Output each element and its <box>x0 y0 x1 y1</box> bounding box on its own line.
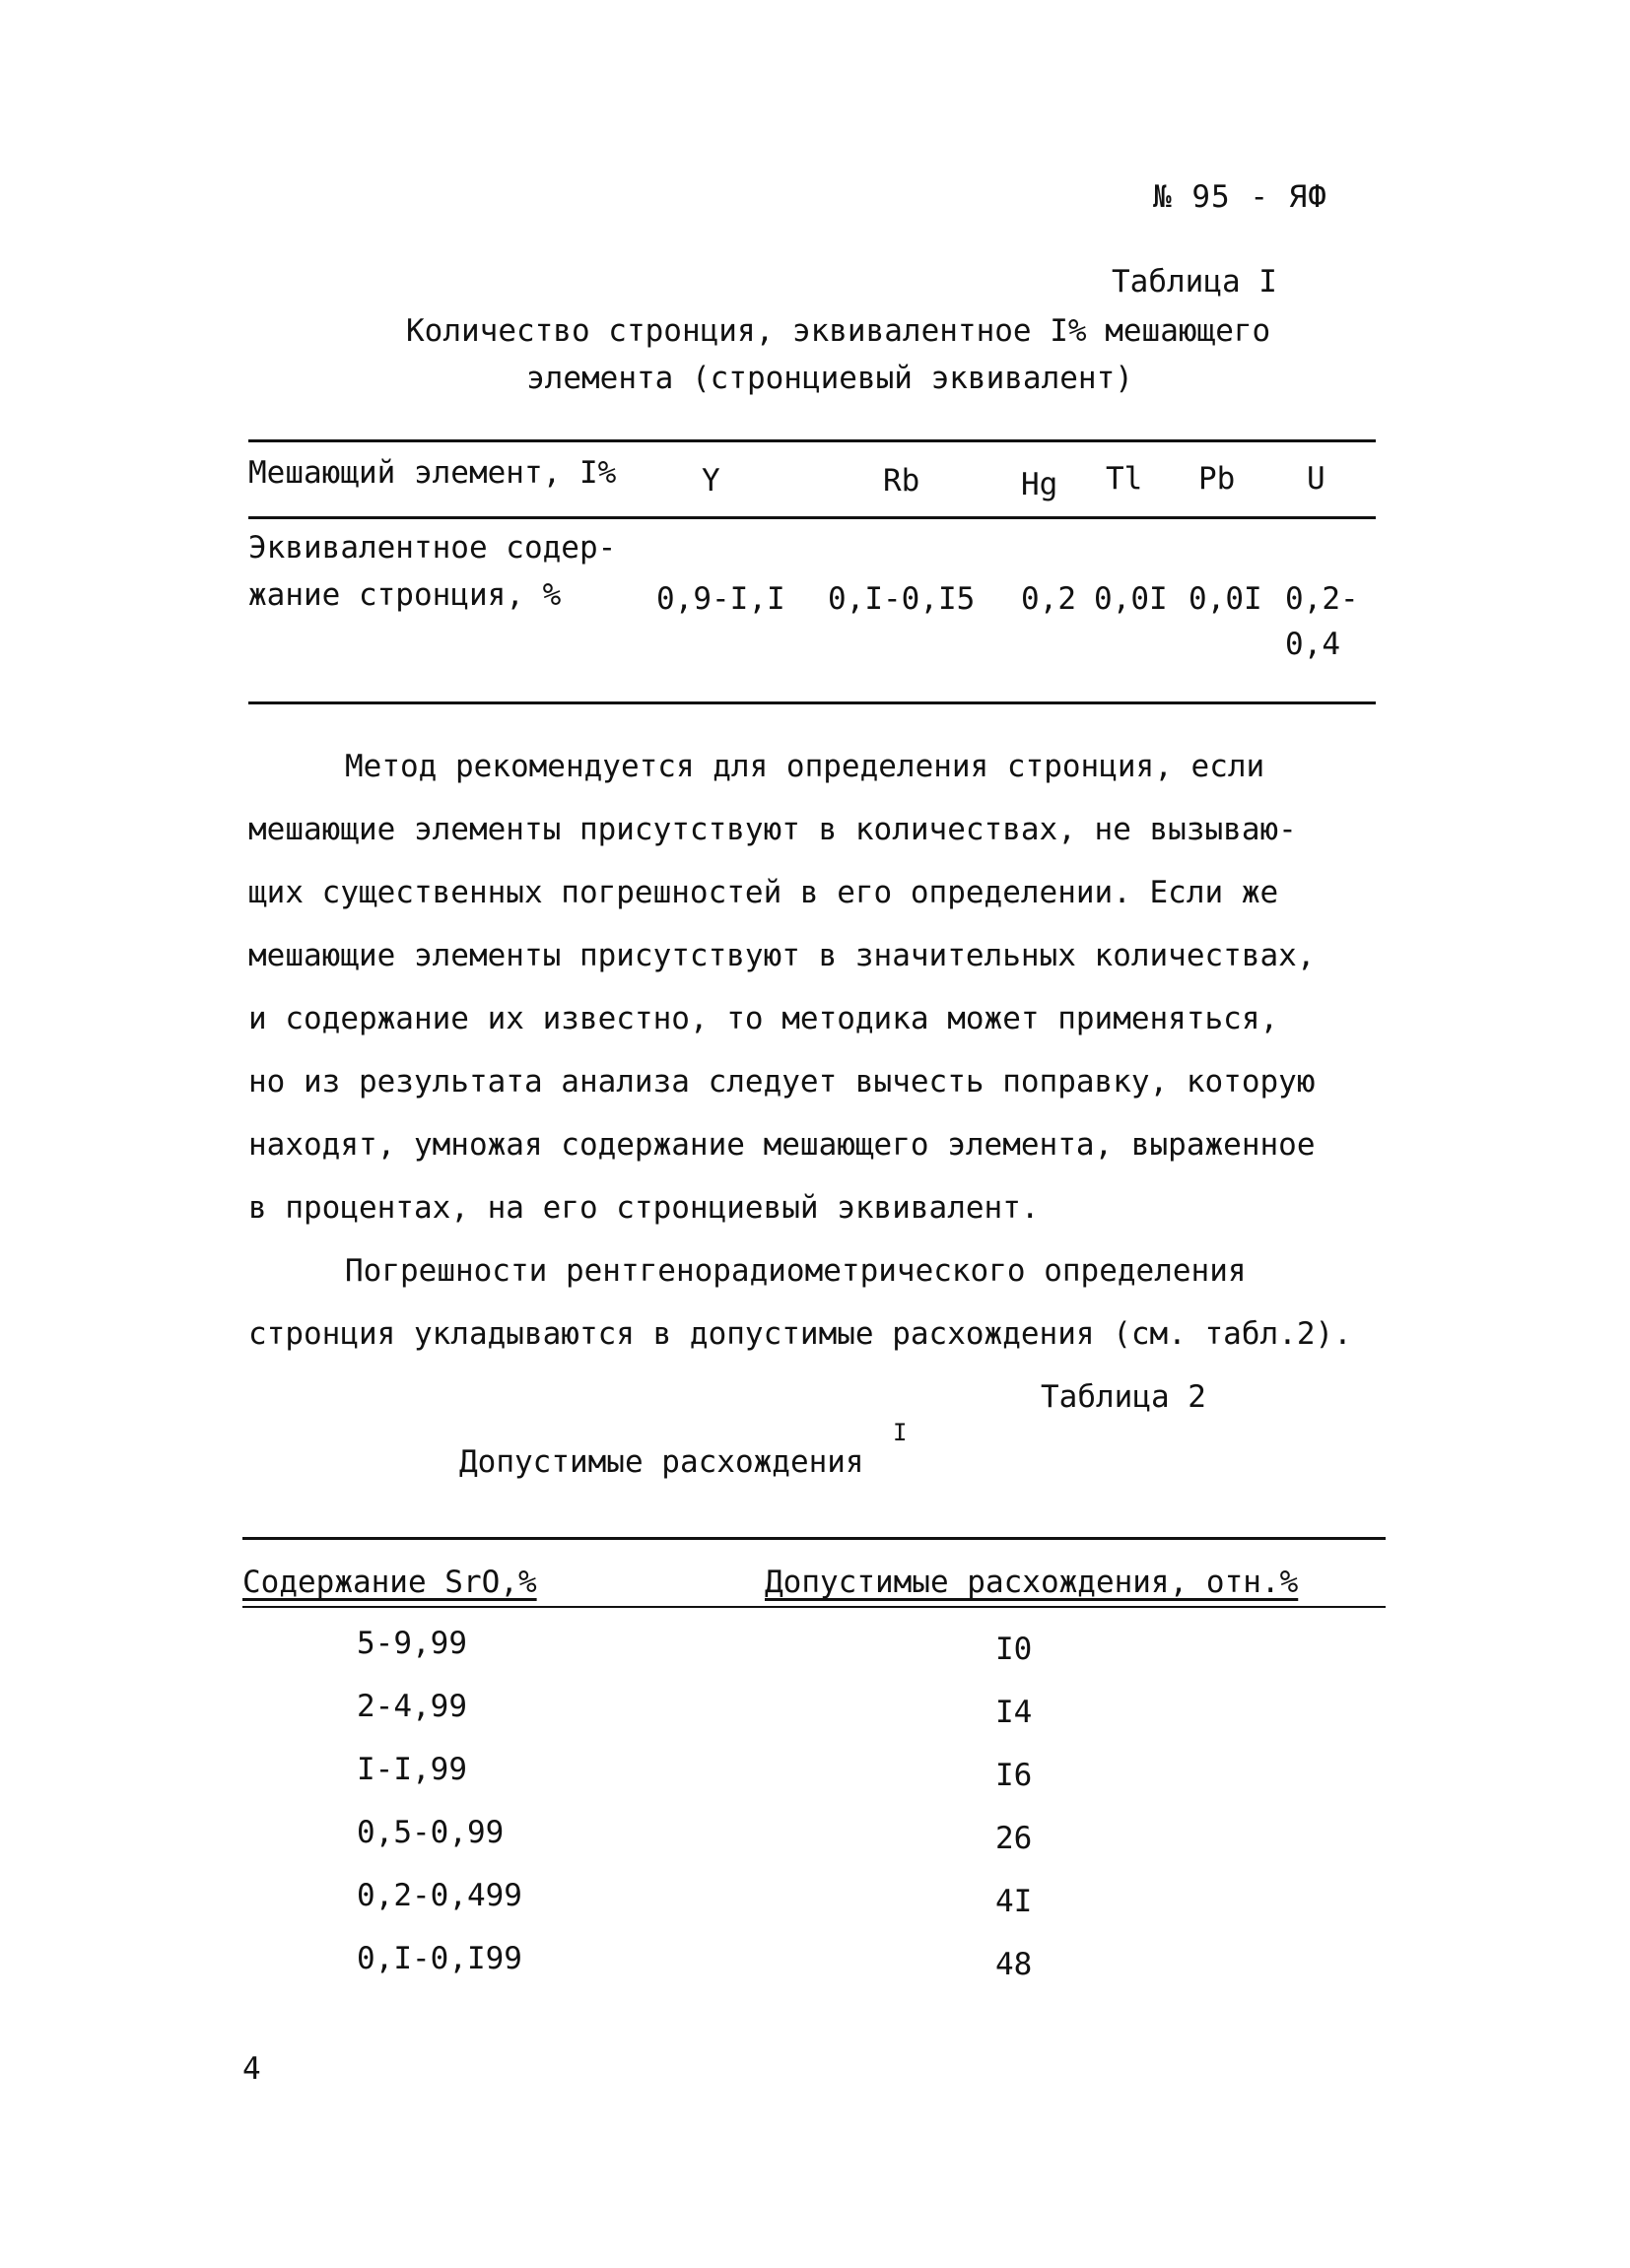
table1-element-y: Y <box>702 463 720 499</box>
table1-value-rb: 0,I-0,I5 <box>828 581 976 617</box>
paragraph-1-line: но из результата анализа следует вычесть поправку, которую <box>248 1064 1316 1100</box>
table1-element-u: U <box>1307 461 1325 497</box>
table2-content-cell: 0,I-0,I99 <box>357 1941 522 1976</box>
table1-value-u-line2: 0,4 <box>1285 627 1340 662</box>
table2-tolerance-cell: 4I <box>995 1884 1033 1919</box>
table1-value-hg: 0,2 <box>1021 581 1076 617</box>
table2-header-tolerance: Допустимые расхождения, отн.% <box>765 1565 1299 1600</box>
paragraph-2-line: стронция укладываются в допустимые расхождения (см. табл.2). <box>248 1316 1352 1352</box>
table1-value-u-line1: 0,2- <box>1285 581 1359 617</box>
table1-caption-line1: Количество стронция, эквивалентное I% мешающего <box>406 313 1271 349</box>
table2-top-rule <box>242 1537 1386 1540</box>
table2-tolerance-cell: I6 <box>995 1758 1033 1793</box>
table2-content-cell: I-I,99 <box>357 1752 467 1787</box>
paragraph-1-line: в процентах, на его стронциевый эквивалент. <box>248 1190 1040 1226</box>
table1-row2-header-line1: Эквивалентное содер- <box>248 530 617 566</box>
table2-header-rule <box>242 1606 1386 1608</box>
table2-tolerance-cell: I0 <box>995 1632 1033 1667</box>
paragraph-1-line: щих существенных погрешностей в его определении. Если же <box>248 875 1279 910</box>
table1-element-pb: Pb <box>1198 461 1236 497</box>
table2-tolerance-cell: I4 <box>995 1695 1033 1730</box>
table2-tolerance-cell: 26 <box>995 1821 1033 1856</box>
table1-caption-line2: элемента (стронциевый эквивалент) <box>526 361 1133 396</box>
paragraph-1-line: мешающие элементы присутствуют в количествах, не вызываю- <box>248 812 1297 847</box>
paragraph-1-line: находят, умножая содержание мешающего элемента, выраженное <box>248 1127 1316 1163</box>
table1-row1-header: Мешающий элемент, I% <box>248 455 617 491</box>
paragraph-2-line: Погрешности рентгенорадиометрического определения <box>345 1253 1247 1289</box>
paragraph-1-line: мешающие элементы присутствуют в значительных количествах, <box>248 938 1316 973</box>
paragraph-1-line: Метод рекомендуется для определения стронция, если <box>345 749 1265 784</box>
table1-label: Таблица I <box>1112 264 1277 300</box>
table1-element-tl: Tl <box>1106 461 1143 497</box>
table2-content-cell: 5-9,99 <box>357 1626 467 1661</box>
table2-content-cell: 2-4,99 <box>357 1689 467 1724</box>
table1-element-hg: Hg <box>1021 467 1058 502</box>
table1-value-tl: 0,0I <box>1094 581 1168 617</box>
page-number: 4 <box>242 2051 261 2087</box>
paragraph-1-line: и содержание их известно, то методика может применяться, <box>248 1001 1279 1036</box>
table2-caption-footnote-mark: I <box>893 1419 908 1446</box>
document-code: № 95 - ЯФ <box>1153 179 1327 215</box>
table1-top-rule <box>248 439 1376 442</box>
table2-content-cell: 0,5-0,99 <box>357 1815 505 1850</box>
table2-caption: Допустимые расхождения <box>459 1444 864 1480</box>
paragraph-1 <box>248 735 1316 1239</box>
table2-label: Таблица 2 <box>1041 1379 1206 1415</box>
table2-header-content: Содержание SrO,% <box>242 1565 537 1600</box>
paragraph-2 <box>248 1239 1352 1366</box>
table1-value-pb: 0,0I <box>1189 581 1262 617</box>
table2-content-cell: 0,2-0,499 <box>357 1878 522 1913</box>
table1-header-rule <box>248 516 1376 519</box>
table1-bottom-rule <box>248 701 1376 704</box>
table1-row2-header-line2: жание стронция, % <box>248 577 562 613</box>
table1-value-y: 0,9-I,I <box>656 581 785 617</box>
table2-tolerance-cell: 48 <box>995 1947 1033 1982</box>
table1-element-rb: Rb <box>883 463 920 499</box>
